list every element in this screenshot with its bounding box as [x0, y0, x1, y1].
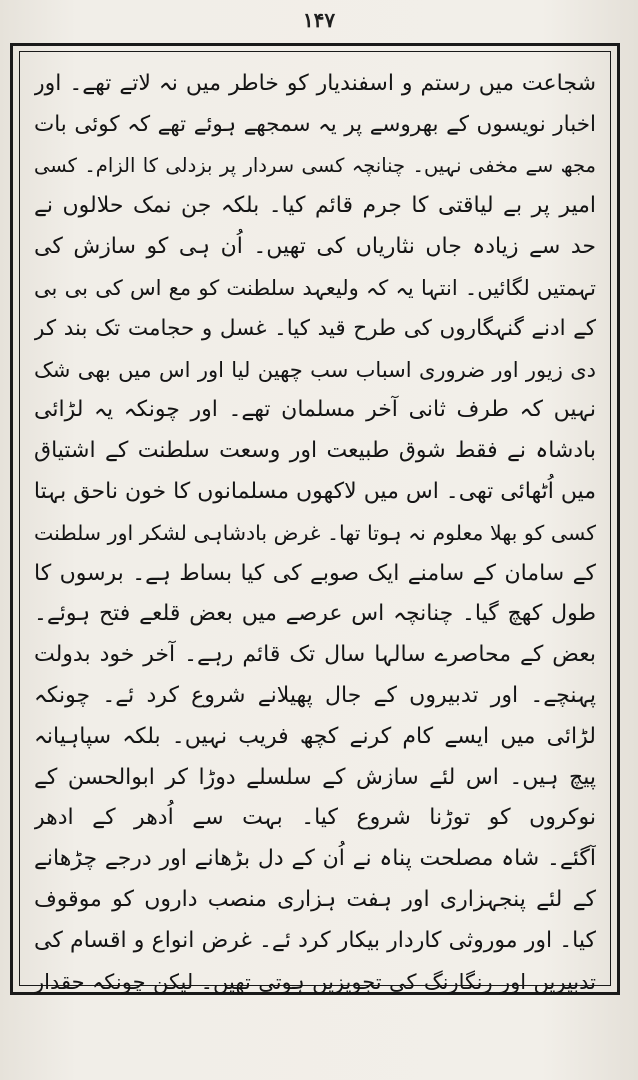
text-line: پہنچے۔ اور تدبیروں کے جال پھیلانے شروع کرد ئے۔ چونکہ — [34, 682, 596, 708]
text-line: بعض کے محاصرے سالہا سال تک قائم رہے۔ آخر خود بدولت — [34, 642, 596, 668]
text-line: پیچ ہیں۔ اس لئے سازش کے سلسلے دوڑا کر ابوالحسن کے — [34, 764, 596, 790]
text-line: امیر پر بے لیاقتی کا جرم قائم کیا۔ بلکہ جن نمک حلالوں نے — [34, 193, 596, 219]
text-line: بادشاہ نے فقط شوق طبیعت اور وسعت سلطنت کے اشتیاق — [34, 438, 596, 464]
text-line: تہمتیں لگائیں۔ انتہا یہ کہ ولیعہد سلطنت کو مع اس کی بی بی — [34, 275, 596, 300]
page-number: ۱۴۷ — [302, 8, 336, 32]
text-line: میں اُٹھائی تھی۔ اس میں لاکھوں مسلمانوں کا خون ناحق بہتا — [34, 478, 596, 504]
text-line: نوکروں کو توڑنا شروع کیا۔ بہت سے اُدھر کے ادھر — [34, 805, 596, 831]
text-line: کیا۔ اور موروثی کاردار بیکار کرد ئے۔ غرض انواع و اقسام کی — [34, 927, 596, 953]
text-line: طول کھچ گیا۔ چنانچہ اس عرصے میں بعض قلعے فتح ہوئے۔ — [34, 601, 596, 627]
text-line: کے سامان کے سامنے ایک صوبے کی کیا بساط ہے۔ برسوں کا — [34, 560, 596, 586]
text-line: اخبار نویسوں کے بھروسے پر یہ سمجھے ہوئے تھے کہ کوئی بات — [34, 111, 596, 137]
text-line: مجھ سے مخفی نہیں۔ چنانچہ کسی سردار پر بزدلی کا الزام۔ کسی — [34, 153, 596, 177]
text-line: کے ادنے گنہگاروں کی طرح قید کیا۔ غسل و حجامت تک بند کر — [34, 315, 596, 341]
text-line: لڑائی میں ایسے کام کرنے کچھ فریب نہیں۔ بلکہ سپاہیانہ — [34, 723, 596, 749]
text-frame — [19, 51, 611, 994]
text-line: شجاعت میں رستم و اسفندیار کو خاطر میں نہ لاتے تھے۔ اور — [34, 71, 596, 96]
text-line: تدبیریں اور رنگارنگ کی تجویزیں ہوتی تھیں۔ لیکن چونکہ حقدار — [34, 969, 596, 994]
text-line: نہیں کہ طرف ثانی آخر مسلمان تھے۔ اور چونکہ یہ لڑائی — [34, 397, 596, 423]
text-line: کے لئے پنجہزاری اور ہفت ہزاری منصب داروں کو موقوف — [34, 886, 596, 912]
text-line: دی زیور اور ضروری اسباب سب چھین لیا اور اس میں بھی شک — [34, 357, 596, 382]
text-line: حد سے زیادہ جاں نثاریاں کی تھیں۔ اُن ہی کو سازش کی — [34, 234, 596, 260]
text-body — [34, 64, 596, 1002]
text-line: کسی کو بھلا معلوم نہ ہوتا تھا۔ غرض بادشاہی لشکر اور سلطنت — [34, 520, 596, 545]
text-line: آگئے۔ شاہ مصلحت پناہ نے اُن کے دل بڑھانے اور درجے چڑھانے — [34, 846, 596, 872]
